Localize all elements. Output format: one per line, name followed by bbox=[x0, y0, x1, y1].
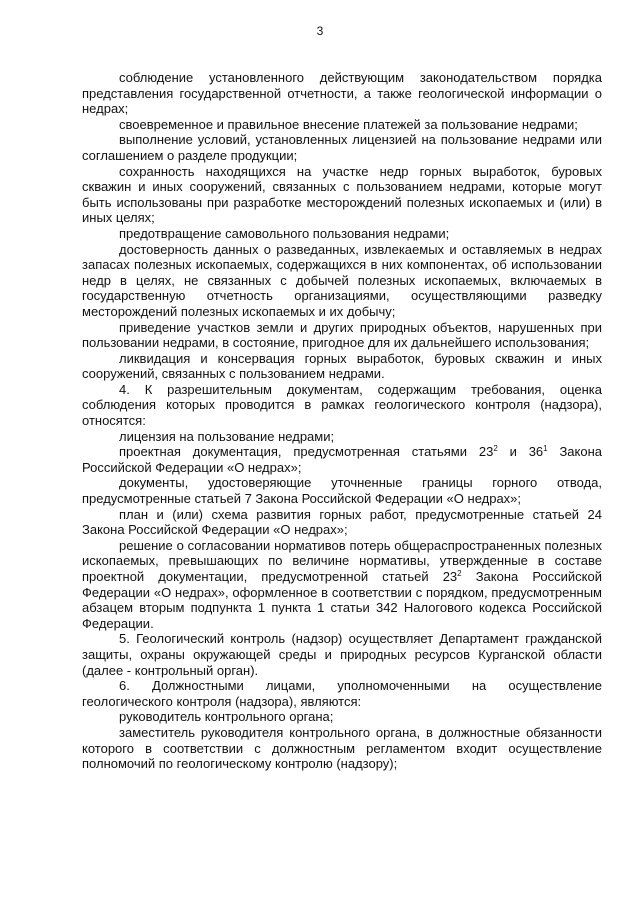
paragraph-item-6: 6. Должностными лицами, уполномоченными на осуществление геологического контроля (надзора), являются: bbox=[82, 678, 602, 709]
paragraph-loss-norms: решение о согласовании нормативов потерь общераспространенных полезных ископаемых, превышающих по величине нормативы, утвержденные в составе проектной документации, предусмотренной статьей $23^2$ Закона Российской Федерации «О недрах», оформленное в соответствии с порядком, предусмотренным абзацем вторым подпункта 1 пункта 1 статьи 342 Налогового кодекса Российской Федерации. bbox=[82, 537, 602, 631]
paragraph-boundary-docs: документы, удостоверяющие уточненные границы горного отвода, предусмотренные статьей 7 Закона Российской Федерации «О недрах»; bbox=[82, 475, 602, 507]
paragraph-mining-plan: план и (или) схема развития горных работ, предусмотренные статьей 24 Закона Российской Федерации «О недрах»; bbox=[82, 506, 602, 538]
document-body bbox=[82, 70, 602, 772]
paragraph-deputy: заместитель руководителя контрольного органа, в должностные обязанности которого в соответствии с должностным регламентом входит осуществление полномочий по геологическому контролю (надзору); bbox=[82, 724, 602, 772]
paragraph-head: руководитель контрольного органа; bbox=[119, 709, 334, 725]
paragraph-license: лицензия на пользование недрами; bbox=[119, 428, 335, 444]
paragraph-item-4: 4. К разрешительным документам, содержащим требования, оценка соблюдения которых проводится в рамках геологического контроля (надзора), относятся: bbox=[82, 381, 602, 429]
paragraph-payments: своевременное и правильное внесение платежей за пользование недрами; bbox=[119, 116, 578, 132]
superscript-index: 2 bbox=[493, 444, 498, 454]
paragraph-preservation: сохранность находящихся на участке недр горных выработок, буровых скважин и иных сооружений, связанных с пользованием недрами, которые могут быть использованы при разработке месторождений полезных ископаемых и (или) в иных целях; bbox=[82, 163, 602, 226]
paragraph-land-restoration: приведение участков земли и других природных объектов, нарушенных при пользовании недрами, в состояние, пригодное для их дальнейшего использования; bbox=[82, 319, 602, 351]
paragraph-reporting-order: соблюдение установленного действующим законодательством порядка представления государственной отчетности, а также геологической информации о недрах; bbox=[82, 70, 602, 117]
superscript-index: 1 bbox=[543, 444, 548, 454]
paragraph-item-5: 5. Геологический контроль (надзор) осуществляет Департамент гражданской защиты, охраны окружающей среды и природных ресурсов Курганской области (далее - контрольный орган). bbox=[82, 631, 602, 678]
page-number: 3 bbox=[316, 24, 324, 38]
paragraph-project-docs: проектная документация, предусмотренная статьями $23^2$ и $36^1$ Закона Российской Федерации «О недрах»; bbox=[82, 444, 602, 475]
paragraph-data-accuracy: достоверность данных о разведанных, извлекаемых и оставляемых в недрах запасах полезных ископаемых, содержащихся в них компонентах, об использовании недр в целях, не связанных с добычей полезных ископаемых, включаемых в государственную отчетность организациями, осуществляющими разведку месторождений полезных ископаемых и их добычу; bbox=[82, 241, 602, 319]
paragraph-license-conditions: выполнение условий, установленных лицензией на пользование недрами или соглашением о разделе продукции; bbox=[82, 132, 602, 163]
paragraph-prevention: предотвращение самовольного пользования недрами; bbox=[119, 225, 450, 241]
paragraph-liquidation: ликвидация и консервация горных выработок, буровых скважин и иных сооружений, связанных с пользованием недрами. bbox=[82, 350, 602, 382]
superscript-index: 2 bbox=[457, 569, 462, 578]
